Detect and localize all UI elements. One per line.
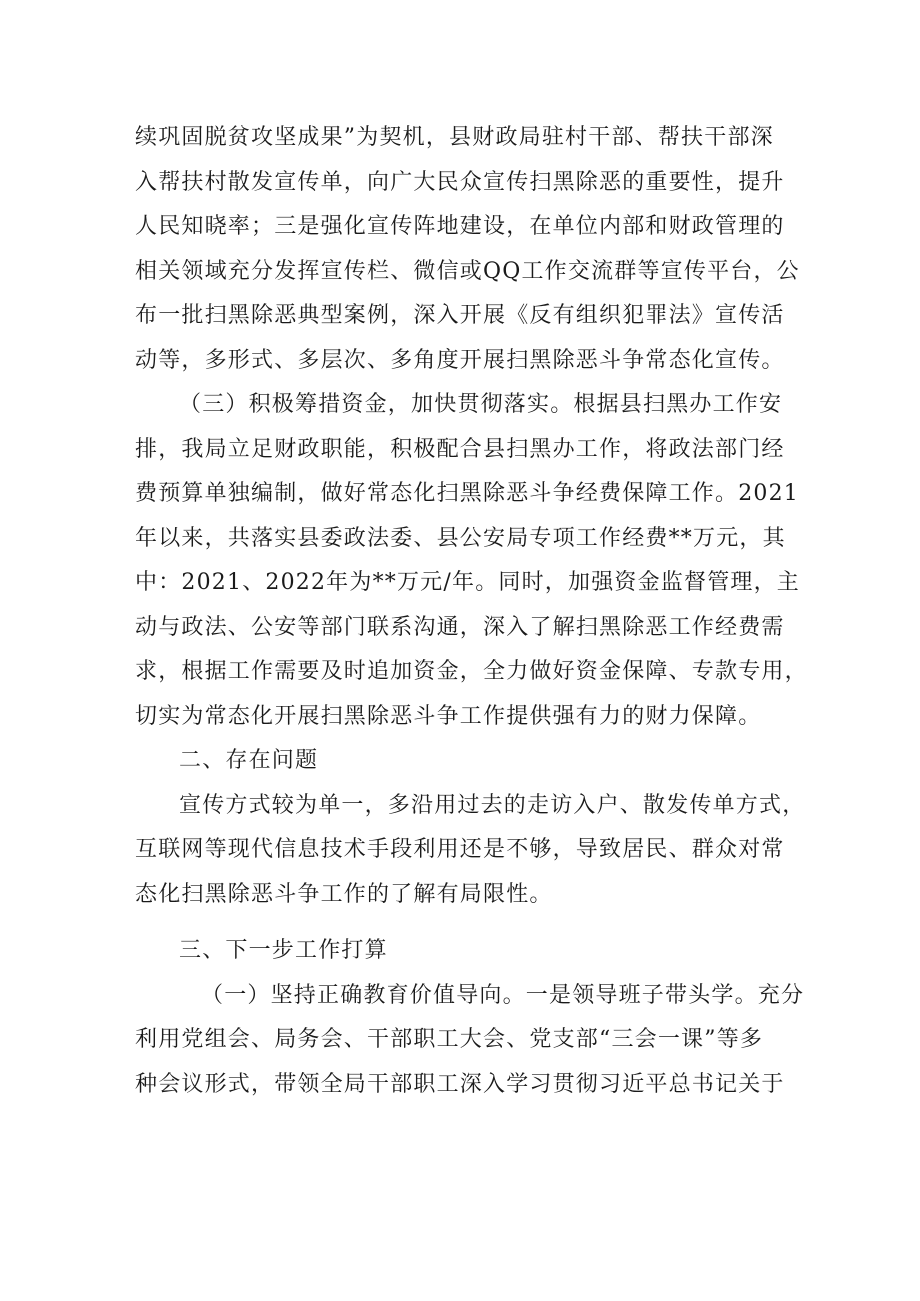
text-line: 人民知晓率；三是强化宣传阵地建设，在单位内部和财政管理的 — [135, 214, 785, 239]
text-line: 排，我局立足财政职能，积极配合县扫黑办工作，将政法部门经 — [135, 436, 785, 462]
text-line: 相关领域充分发挥宣传栏、微信或QQ工作交流群等宣传平台，公 — [135, 258, 800, 284]
text-line: 布一批扫黑除恶典型案例，深入开展《反有组织犯罪法》宣传活 — [135, 303, 785, 328]
text-line: 切实为常态化开展扫黑除恶斗争工作提供强有力的财力保障。 — [135, 703, 762, 729]
text-line: 动等，多形式、多层次、多角度开展扫黑除恶斗争常态化宣传。 — [135, 347, 785, 373]
section-heading: 三、下一步工作打算 — [179, 938, 388, 963]
section-heading: 二、存在问题 — [179, 748, 319, 773]
text-line: 利用党组会、局务会、干部职工大会、党支部“三会一课”等多 — [135, 1027, 764, 1052]
section-spacer — [135, 917, 795, 929]
document-body — [135, 116, 808, 1107]
text-line: 入帮扶村散发宣传单，向广大民众宣传扫黑除恶的重要性，提升 — [135, 169, 785, 195]
paragraph-heading-line: （一）坚持正确教育价值导向。一是领导班子带头学。充分 — [201, 982, 805, 1008]
text-line: 求，根据工作需要及时追加资金，全力做好资金保障、专款专用， — [135, 659, 808, 684]
paragraph-heading-line: （三）积极筹措资金，加快贯彻落实。根据县扫黑办工作安 — [179, 392, 783, 417]
text-line: 中：2021、2022年为**万元/年。同时，加强资金监督管理，主 — [135, 570, 800, 595]
text-line: 态化扫黑除恶斗争工作的了解有局限性。 — [135, 881, 553, 907]
text-line: 费预算单独编制，做好常态化扫黑除恶斗争经费保障工作。2021 — [135, 481, 799, 506]
text-line: 年以来，共落实县委政法委、县公安局专项工作经费**万元，其 — [135, 525, 786, 551]
paragraph-first-line: 宣传方式较为单一，多沿用过去的走访入户、散发传单方式， — [179, 792, 806, 818]
text-line: 种会议形式，带领全局干部职工深入学习贯彻习近平总书记关于 — [135, 1071, 785, 1097]
text-line: 动与政法、公安等部门联系沟通，深入了解扫黑除恶工作经费需 — [135, 614, 785, 640]
text-line: 续巩固脱贫攻坚成果”为契机，县财政局驻村干部、帮扶干部深 — [135, 125, 774, 150]
text-line: 互联网等现代信息技术手段利用还是不够，导致居民、群众对常 — [135, 837, 785, 862]
